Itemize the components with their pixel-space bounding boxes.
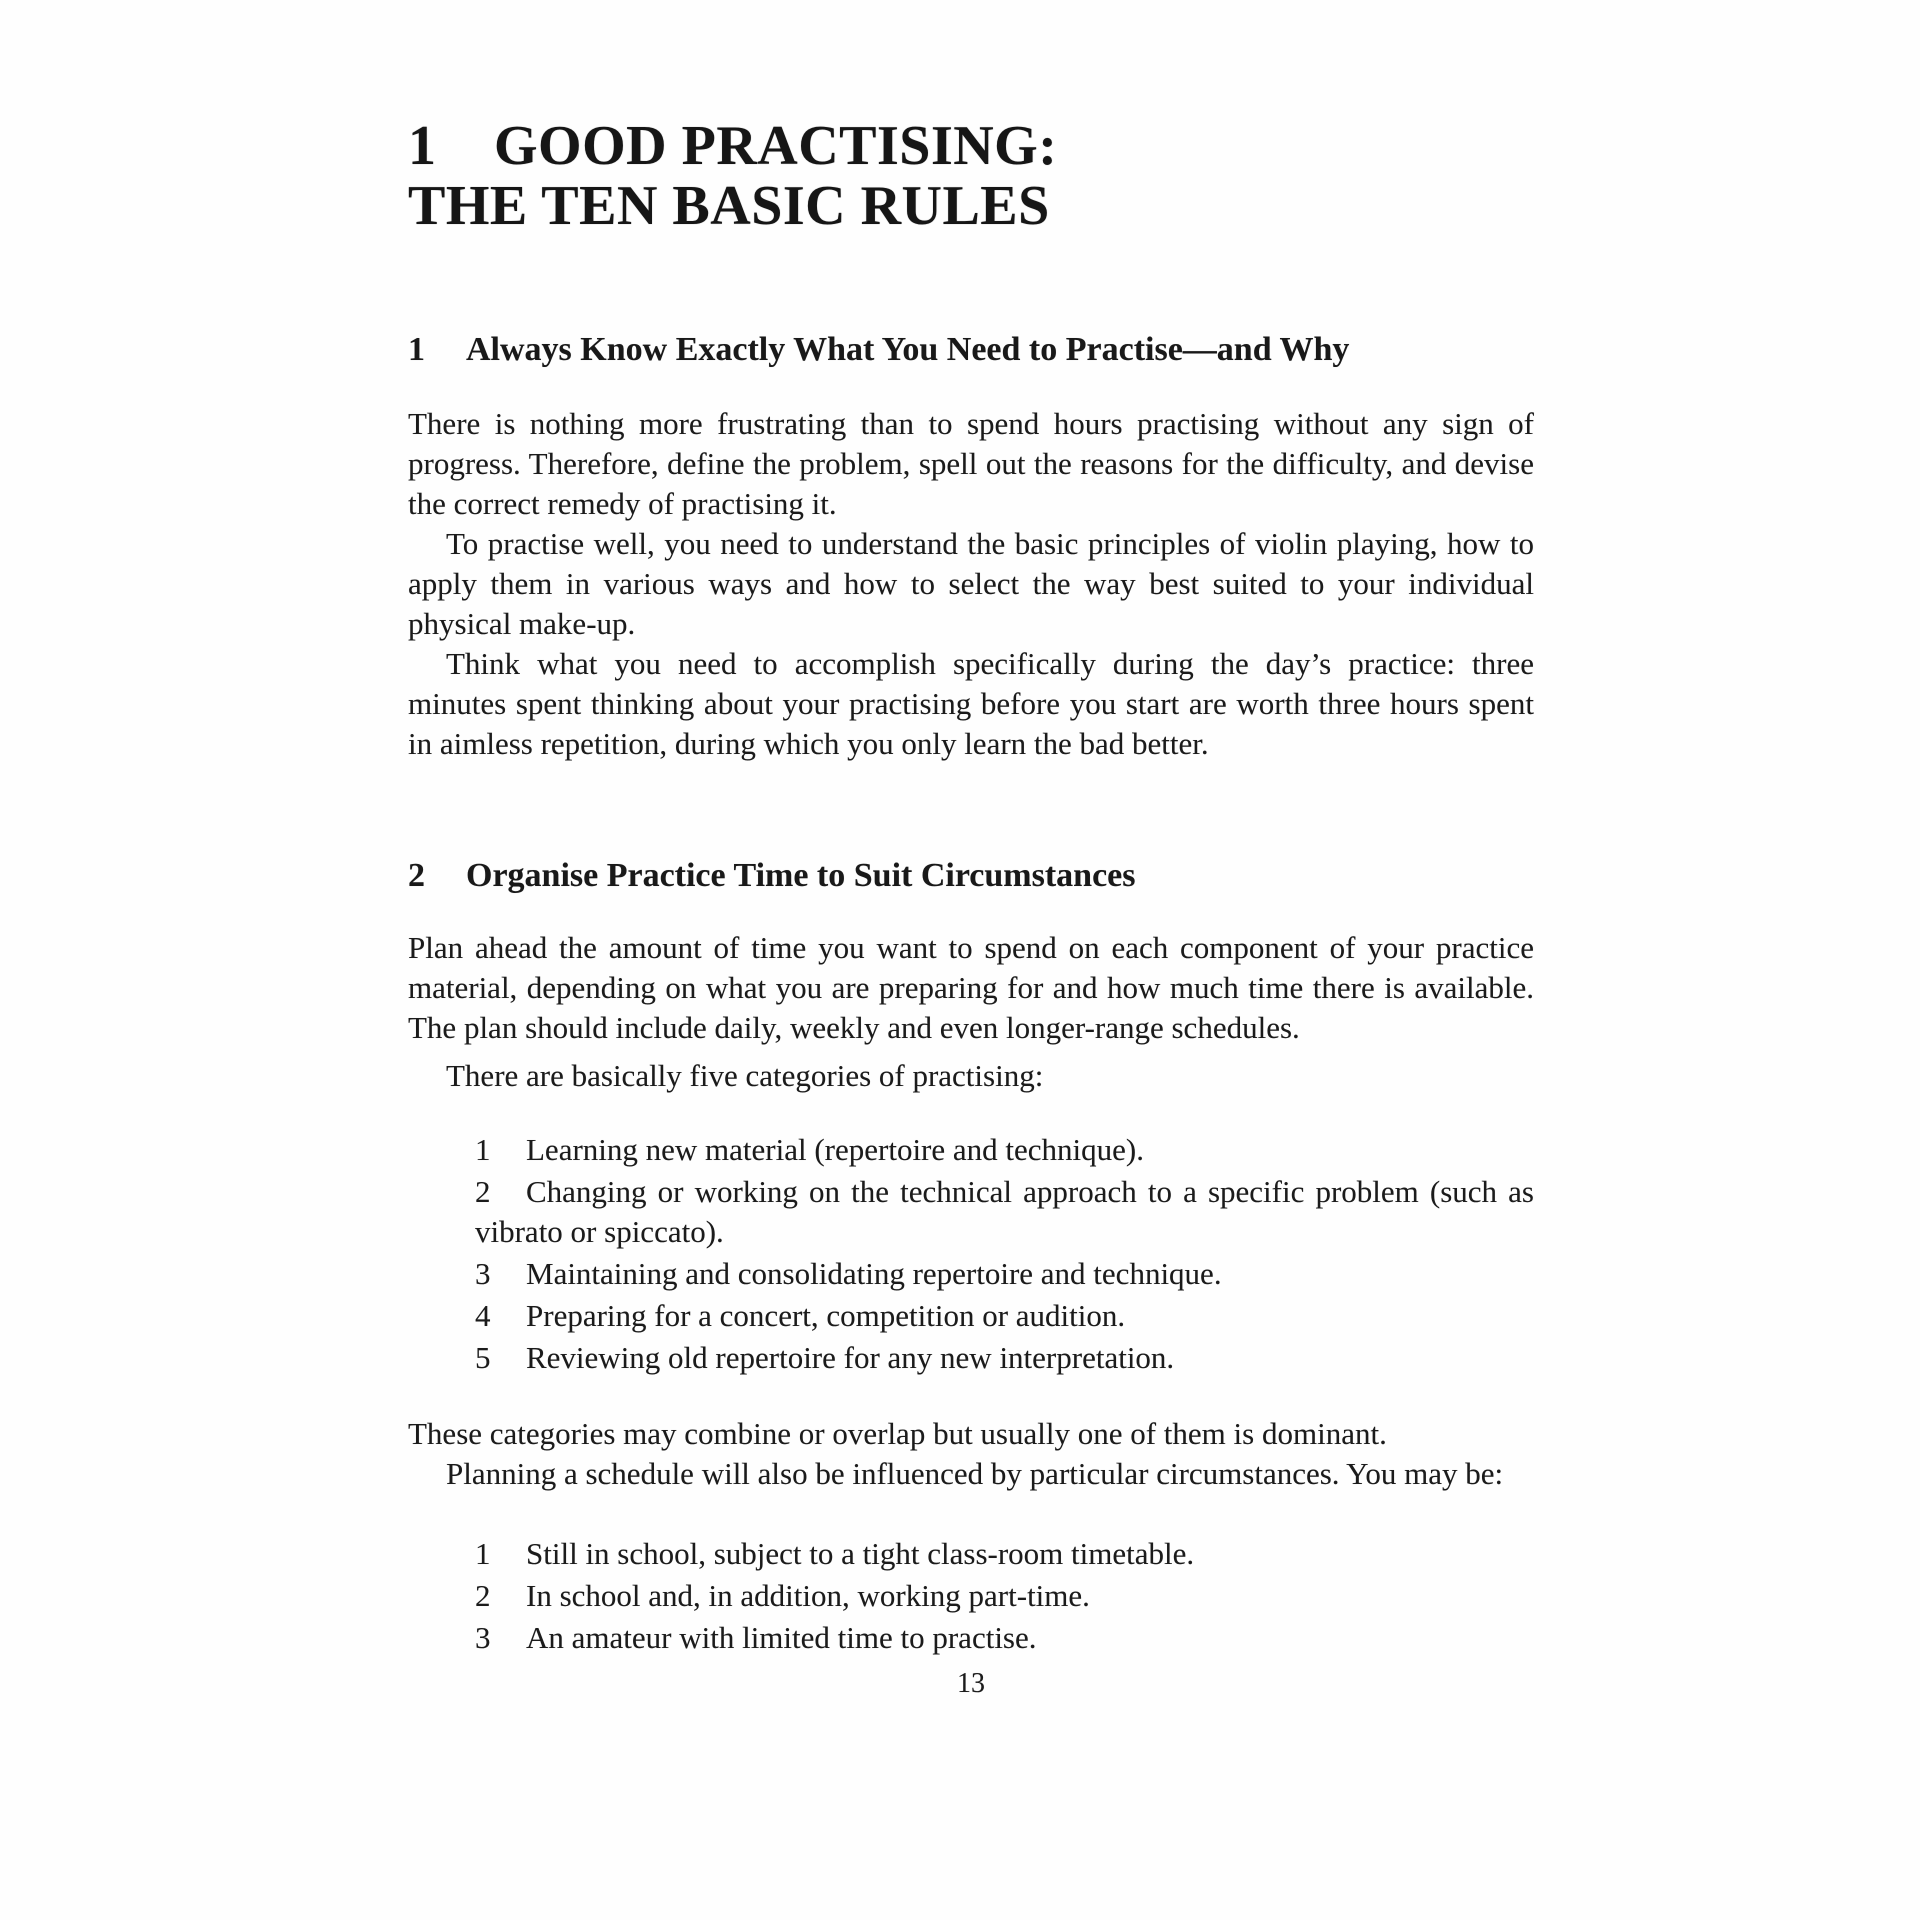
section2-heading-text: Organise Practice Time to Suit Circumstances xyxy=(466,857,1136,894)
list-item-text: Preparing for a concert, competition or audition. xyxy=(526,1298,1126,1333)
list-item-text: Learning new material (repertoire and technique). xyxy=(526,1132,1144,1167)
chapter-title-line1 xyxy=(408,116,1534,176)
list-item-number: 3 xyxy=(475,1256,491,1291)
list-item-number: 2 xyxy=(475,1174,491,1209)
paragraph: Plan ahead the amount of time you want to spend on each component of your practice material, depending on what you are preparing for and how much time there is available. The plan should include daily, weekly and even longer-range schedules. xyxy=(408,930,1534,1045)
paragraph: These categories may combine or overlap but usually one of them is dominant. xyxy=(408,1416,1387,1451)
list-item xyxy=(408,1296,1534,1336)
chapter-title xyxy=(408,116,1534,236)
section2-paragraphs xyxy=(408,928,1534,1096)
paragraph: Think what you need to accomplish specifically during the day’s practice: three minutes spent thinking about your practising before you start are worth three hours spent in aimless repetition, during which you only learn the bad better. xyxy=(408,646,1534,761)
section1-heading xyxy=(408,328,1534,372)
section1-paragraphs xyxy=(408,404,1534,764)
list-item-number: 1 xyxy=(475,1132,491,1167)
list-item-text: An amateur with limited time to practise. xyxy=(526,1620,1037,1655)
list-item xyxy=(408,1534,1534,1574)
chapter-number: 1 xyxy=(408,115,437,177)
section2-heading xyxy=(408,854,1534,898)
section2-paragraphs-2 xyxy=(408,1414,1534,1494)
list-item-number: 5 xyxy=(475,1340,491,1375)
list-item-number: 2 xyxy=(475,1578,491,1613)
section1-number: 1 xyxy=(408,331,425,368)
paragraph: There are basically five categories of practising: xyxy=(446,1058,1044,1093)
list-item-text: Reviewing old repertoire for any new interpretation. xyxy=(526,1340,1175,1375)
paragraph: There is nothing more frustrating than to spend hours practising without any sign of progress. Therefore, define the problem, spell out the reasons for the difficulty, and devise the correct remedy of practising it. xyxy=(408,406,1534,521)
list-item-number: 4 xyxy=(475,1298,491,1333)
paragraph: Planning a schedule will also be influenced by particular circumstances. You may be: xyxy=(446,1456,1504,1491)
categories-list xyxy=(408,1130,1534,1378)
list-item-number: 3 xyxy=(475,1620,491,1655)
list-item-number: 1 xyxy=(475,1536,491,1571)
list-item-text: Changing or working on the technical approach to a specific problem (such as vibrato or spiccato). xyxy=(475,1174,1534,1249)
section1-heading-text: Always Know Exactly What You Need to Practise—and Why xyxy=(466,331,1350,368)
paragraph: To practise well, you need to understand the basic principles of violin playing, how to apply them in various ways and how to select the way best suited to your individual physical make-up. xyxy=(408,526,1534,641)
page-number: 13 xyxy=(957,1668,985,1699)
list-item-text: Still in school, subject to a tight class-room timetable. xyxy=(526,1536,1195,1571)
list-item xyxy=(408,1338,1534,1378)
circumstances-list xyxy=(408,1534,1534,1658)
chapter-title-line2: THE TEN BASIC RULES xyxy=(408,175,1050,237)
list-item xyxy=(408,1576,1534,1616)
list-item xyxy=(408,1618,1534,1658)
list-item xyxy=(408,1254,1534,1294)
list-item-text: In school and, in addition, working part-time. xyxy=(526,1578,1090,1613)
list-item xyxy=(408,1172,1534,1252)
chapter-title-text1: GOOD PRACTISING: xyxy=(494,115,1058,177)
list-item xyxy=(408,1130,1534,1170)
text-column xyxy=(408,0,1534,1702)
list-item-text: Maintaining and consolidating repertoire and technique. xyxy=(526,1256,1222,1291)
section2-number: 2 xyxy=(408,857,425,894)
